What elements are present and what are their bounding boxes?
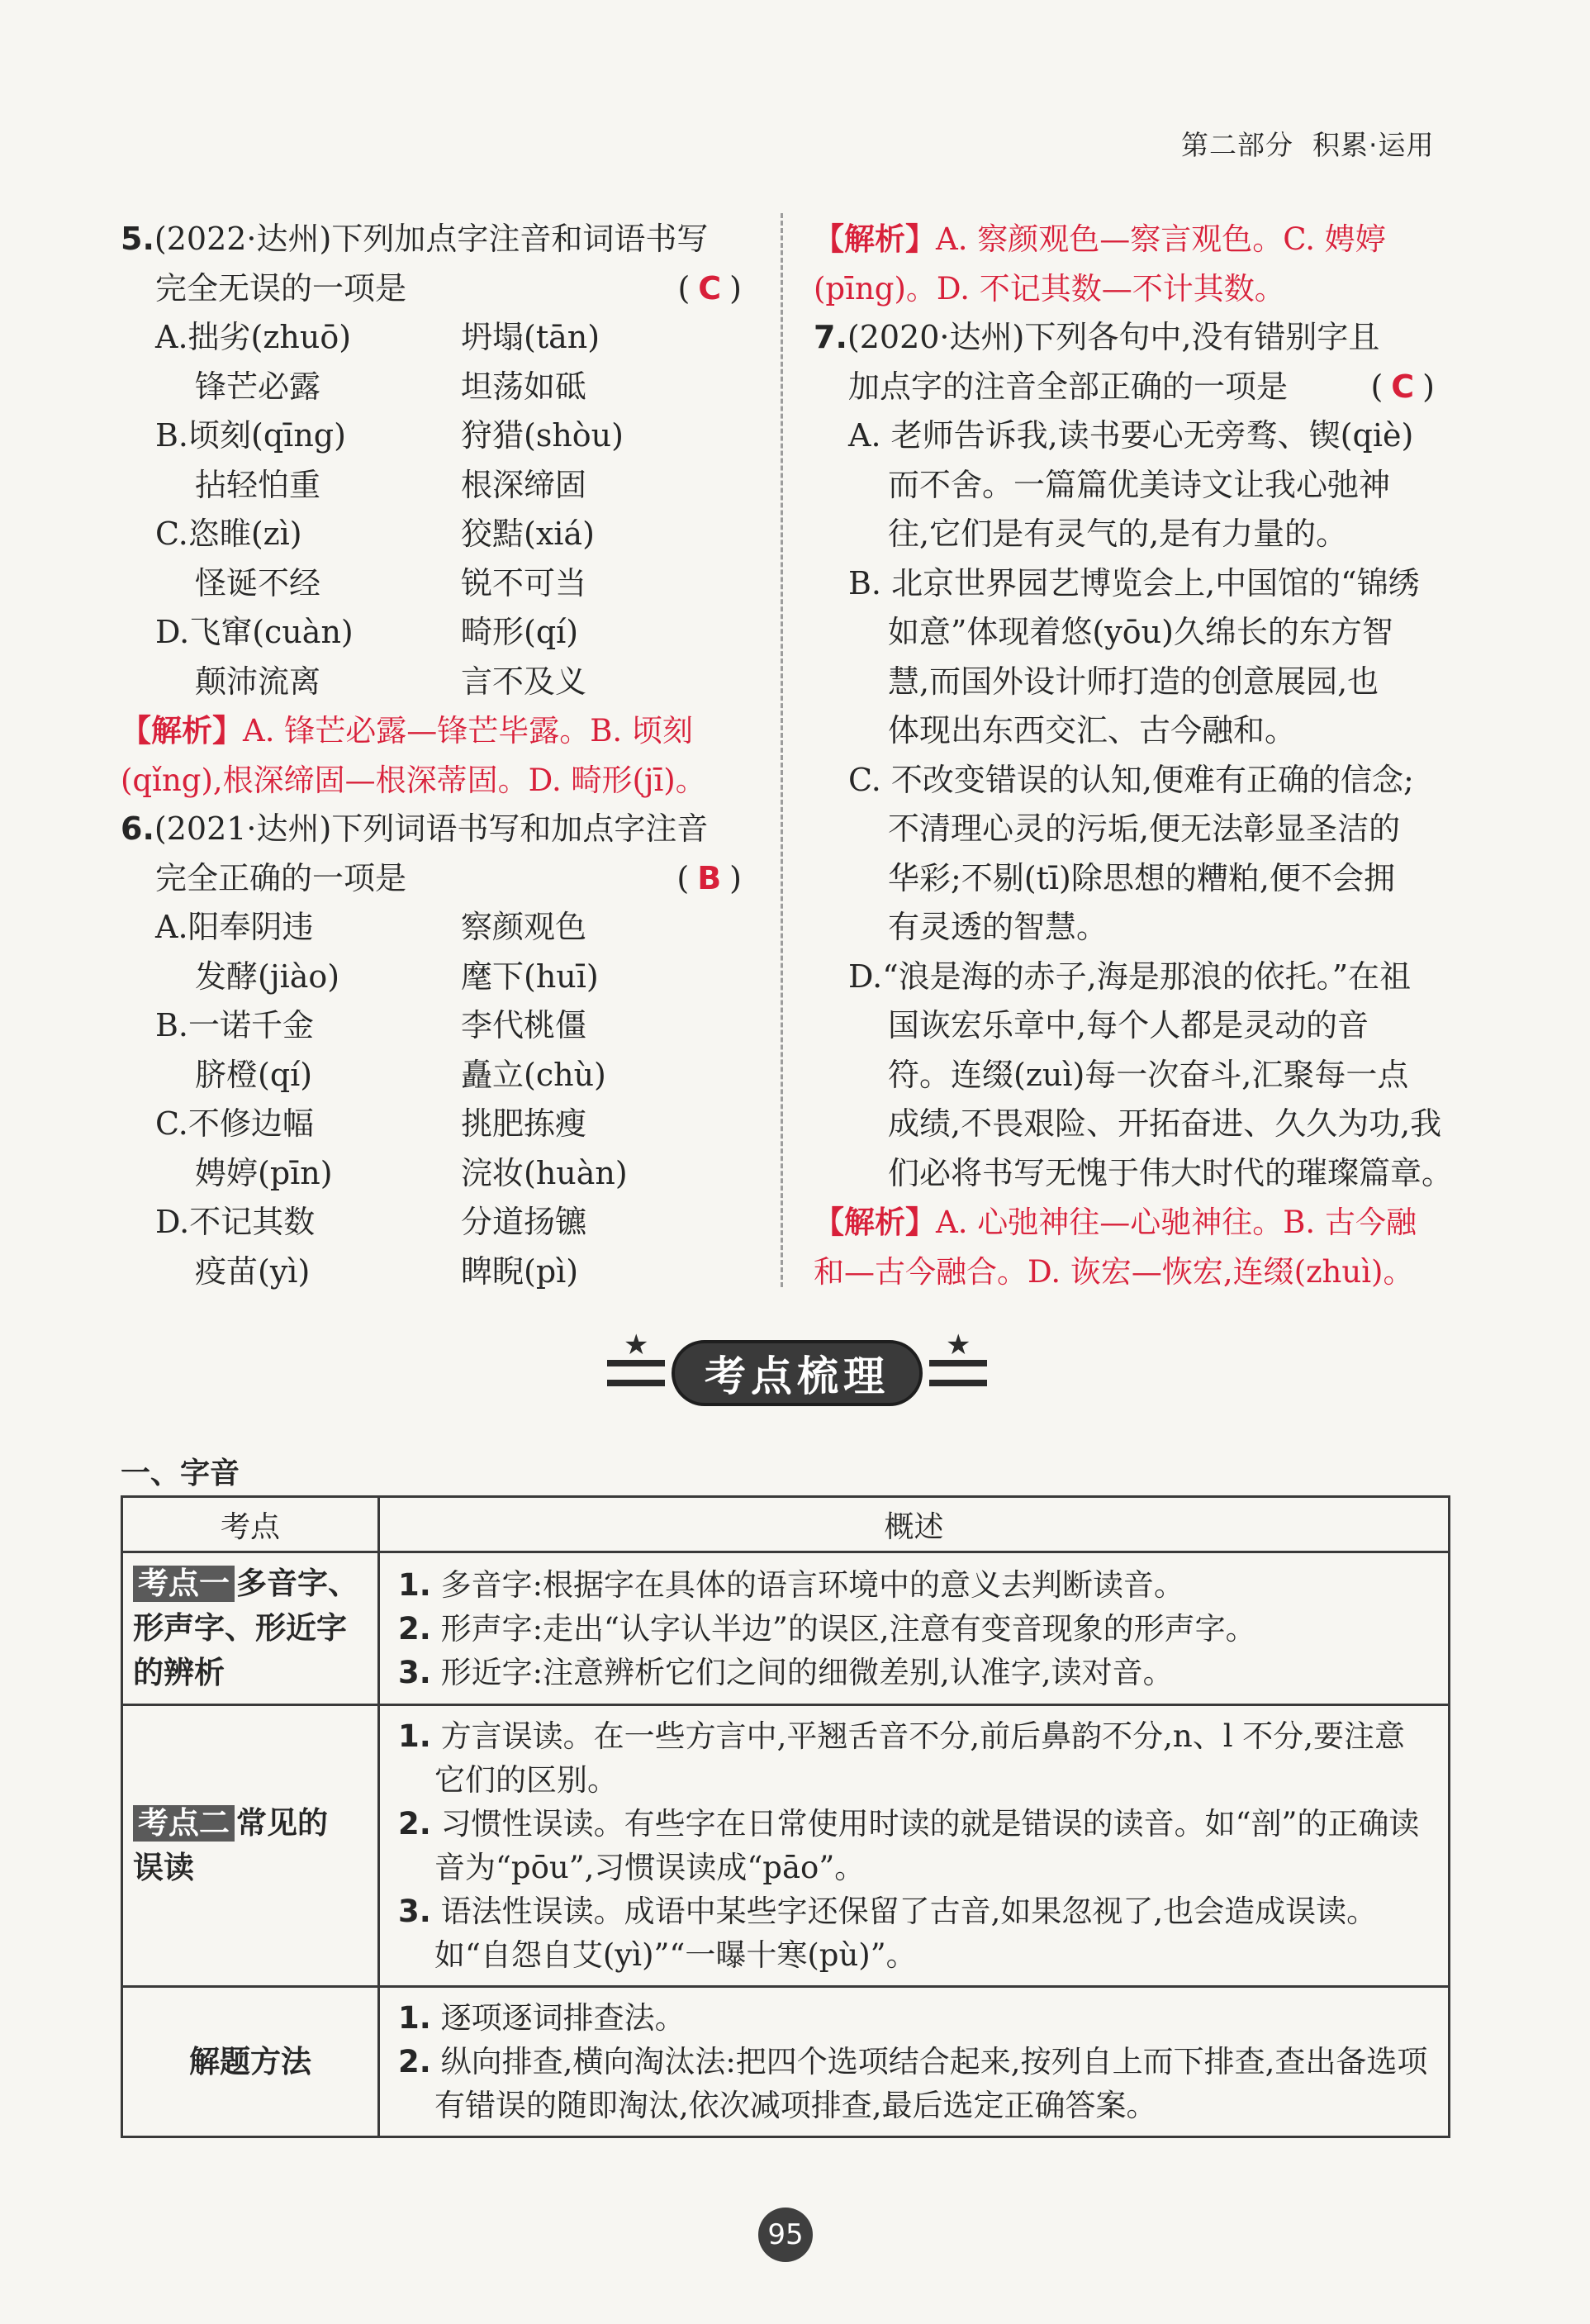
option-row: C.不修边幅 挑肥拣瘦 [155,1105,587,1142]
option-line: C. 不改变错误的认知,便难有正确的信念; [848,761,1414,798]
option-line: D.“浪是海的赤子,海是那浪的依托。”在祖 [848,958,1412,995]
option-line: 华彩;不剔(tī)除思想的糟粕,便不会拥 [888,859,1395,896]
answer: C [698,269,730,307]
explanation: (qǐng),根深缔固—根深蒂固。D. 畸形(jī)。 [121,762,706,798]
left-column [121,215,757,1296]
header-section: 第二部分 [1181,129,1293,161]
option-line: B. 北京世界园艺博览会上,中国馆的“锦绣 [848,564,1420,601]
option-line: 而不舍。一篇篇优美诗文让我心弛神 [888,466,1391,503]
question-5 [121,215,757,805]
list-item: 1. 多音字:根据字在具体的语言环境中的意义去判断读音。 [398,1566,1185,1603]
summary-cell [379,1705,1450,1987]
column-divider [781,213,783,1287]
option-row: D.飞窜(cuàn) 畸形(qí) [155,614,579,650]
option-row: 颠沛流离 言不及义 [195,663,587,700]
option-line: 国诙宏乐章中,每个人都是灵动的音 [888,1007,1369,1043]
option-line: 往,它们是有灵气的,是有力量的。 [888,516,1348,552]
banner-title: 考点梳理 [672,1340,923,1406]
question-number: 5. [121,221,154,257]
section-title: 一、字音 [121,1457,240,1490]
banner-bar [607,1380,665,1386]
table-header-row [122,1497,1450,1552]
question-stem: (2021·达州)下列词语书写和加点字注音 [154,810,709,847]
answer-bracket: (C) [1370,368,1443,405]
explanation: 和—古今融合。D. 诙宏—恢宏,连缀(zhuì)。 [814,1253,1414,1290]
topic-cell: 解题方法 [122,1987,379,2137]
topic-cell: 考点二 常见的 误读 [122,1705,379,1987]
option-line: 如意”体现着悠(yōu)久绵长的东方智 [888,614,1393,650]
answer-bracket: (B) [676,859,750,896]
banner-bar [929,1380,987,1386]
question-stem: 完全正确的一项是 [155,859,407,896]
option-row: B.顷刻(qīng) 狩猎(shòu) [155,417,624,454]
topic-tag: 考点一 [133,1566,235,1602]
list-item: 2. 纵向排查,横向淘汰法:把四个选项结合起来,按列自上而下排查,查出备选项有错误的随即淘汰,依次减项排查,最后选定正确答案。 [398,2044,1428,2123]
question-number: 6. [121,810,154,847]
page-header [1181,124,1434,163]
option-line: 不清理心灵的污垢,便无法彰显圣洁的 [888,810,1401,847]
option-line: 成绩,不畏艰险、开拓奋进、久久为功,我 [888,1105,1442,1142]
option-row: A.阳奉阴违 察颜观色 [155,909,587,945]
table-header: 概述 [379,1497,1450,1552]
list-item: 3. 语法性误读。成语中某些字还保留了古音,如果忽视了,也会造成误读。如“自怨自艾(yì)”“一曝十寒(pù)”。 [398,1894,1378,1973]
answer: B [697,859,730,896]
option-row: 发酵(jiào) 麾下(huī) [195,958,599,995]
option-row: 锋芒必露 坦荡如砥 [195,368,587,405]
table-header: 考点 [122,1497,379,1552]
option-line: 慧,而国外设计师打造的创意展园,也 [888,663,1379,700]
page-number: 95 [758,2208,813,2262]
explanation: 【解析】A. 察颜观色—察言观色。C. 娉婷 [814,221,1386,257]
option-row: D.不记其数 分道扬镳 [155,1204,587,1240]
list-item: 2. 形声字:走出“认字认半边”的误区,注意有变音现象的形声字。 [398,1610,1256,1647]
topic-cell: 考点一 多音字、 形声字、形近字 的辨析 [122,1552,379,1705]
summary-cell [379,1987,1450,2137]
answer: C [1391,368,1423,405]
option-line: 们必将书写无愧于伟大时代的璀璨篇章。 [888,1154,1454,1191]
option-row: 拈轻怕重 根深缔固 [195,466,587,503]
explanation: 【解析】A. 锋芒必露—锋芒毕露。B. 顷刻 [121,713,693,749]
list-item: 2. 习惯性误读。有些字在日常使用时读的就是错误的读音。如“剖”的正确读音为“pōu”,习惯误读成“pāo”。 [398,1806,1420,1885]
header-part: 积累·运用 [1312,129,1435,161]
question-stem: (2022·达州)下列加点字注音和词语书写 [154,221,709,257]
option-row: 疫苗(yì) 睥睨(pì) [195,1252,579,1290]
option-row: A.拙劣(zhuō) 坍塌(tān) [155,319,600,355]
question-stem: 加点字的注音全部正确的一项是 [848,368,1289,405]
summary-cell [379,1552,1450,1705]
right-column [814,215,1454,1296]
option-line: A. 老师告诉我,读书要心无旁骛、锲(qiè) [848,417,1414,454]
table-row [122,1987,1450,2137]
explanation: 【解析】A. 心弛神往—心驰神往。B. 古今融 [814,1205,1417,1240]
option-line: 体现出东西交汇、古今融和。 [888,712,1297,749]
explanation: (pīng)。D. 不记其数—不计其数。 [814,270,1285,307]
option-row: C.恣睢(zì) 狡黠(xiá) [155,516,595,552]
knowledge-table [121,1495,1450,2138]
table-row [122,1552,1450,1705]
option-row: 脐橙(qí) 矗立(chù) [195,1056,606,1093]
question-stem: (2020·达州)下列各句中,没有错别字且 [847,319,1380,355]
option-row: 怪诞不经 锐不可当 [195,564,587,601]
option-line: 符。连缀(zuì)每一次奋斗,汇聚每一点 [888,1056,1409,1093]
question-6 [121,805,757,1296]
table-row [122,1705,1450,1987]
option-row: B.一诺千金 李代桃僵 [155,1007,587,1043]
list-item: 1. 逐项逐词排查法。 [398,2000,686,2036]
star-icon: ★ [946,1328,971,1362]
list-item: 1. 方言误读。在一些方言中,平翘舌音不分,前后鼻韵不分,n、l 不分,要注意它们的区别。 [398,1718,1406,1798]
topic-tag: 考点二 [133,1805,235,1842]
list-item: 3. 形近字:注意辨析它们之间的细微差别,认准字,读对音。 [398,1654,1174,1690]
question-stem: 完全无误的一项是 [155,269,407,307]
question-7 [814,313,1454,1296]
star-icon: ★ [624,1328,649,1362]
question-number: 7. [814,319,847,355]
option-line: 有灵透的智慧。 [888,909,1108,945]
section-banner [607,1328,987,1414]
answer-bracket: (C) [677,269,750,307]
option-row: 娉婷(pīn) 浣妆(huàn) [195,1154,628,1191]
